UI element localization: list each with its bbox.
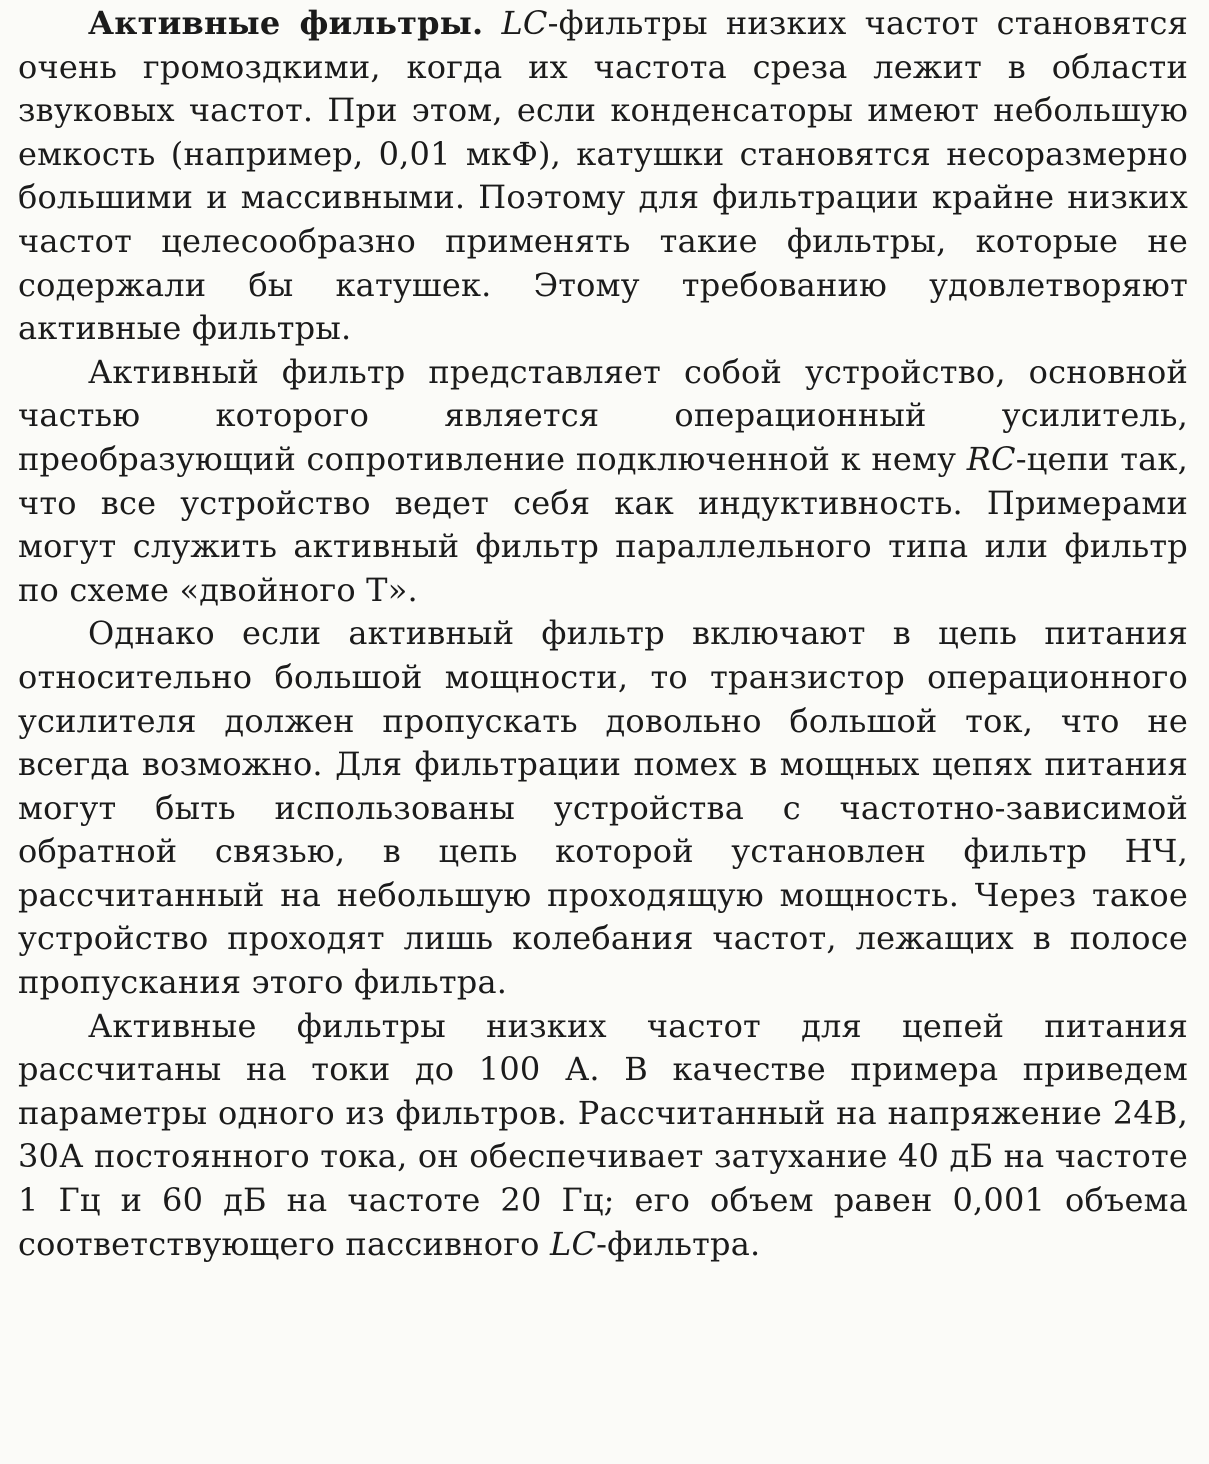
section-heading: Активные фильтры.	[88, 4, 484, 42]
text-segment: Активные фильтры низких частот для цепей питания рассчитаны на токи до 100 А. В качестве примера приведем параметры одного из фильтров. Рассчитанный на напряжение 24В, 30А постоянного тока, он обеспечивает затухание 40 дБ на частоте 1 Гц и 60 дБ на частоте 20 Гц; его объем равен 0,001 объема соответствующего пассивного	[18, 1006, 1188, 1263]
text-segment: -цепи так, что все устройство ведет себя как индуктивность. Примерами могут служить активный фильтр параллельного типа или фильтр по схеме «двойного Т».	[18, 439, 1189, 609]
text-segment-italic: LC	[501, 4, 548, 42]
text-segment: Однако если активный фильтр включают в цепь питания относительно большой мощности, то транзистор операционного усилителя должен пропускать довольно большой ток, что не всегда возможно. Для фильтрации помех в мощных цепях питания могут быть использованы устройства с частотно-зависимой обратной связью, в цепь которой установлен фильтр НЧ, рассчитанный на небольшую проходящую мощность. Через такое устройство проходят лишь колебания частот, лежащих в полосе пропускания этого фильтра.	[18, 614, 1188, 1002]
text-segment: Активный фильтр представляет собой устройство, основной частью которого является операционный усилитель, преобразующий сопротивление подключенной к нему	[18, 352, 1188, 478]
text-segment-italic: LC	[550, 1224, 597, 1263]
paragraph-1	[18, 2, 1188, 351]
text-segment-italic: RC	[966, 439, 1016, 478]
paragraph-2	[18, 351, 1188, 613]
document-page	[18, 2, 1188, 1266]
paragraph-3	[18, 612, 1188, 1004]
paragraph-4	[18, 1005, 1188, 1267]
text-segment: -фильтра.	[596, 1224, 761, 1263]
text-segment: -фильтры низких частот становятся очень громоздкими, когда их частота среза лежит в области звуковых частот. При этом, если конденсаторы имеют небольшую емкость (например, 0,01 мкФ), катушки становятся несоразмерно большими и массивными. Поэтому для фильтрации крайне низких частот целесообразно применять такие фильтры, которые не содержали бы катушек. Этому требованию удовлетворяют активные фильтры.	[18, 4, 1188, 348]
text-segment	[483, 4, 501, 42]
